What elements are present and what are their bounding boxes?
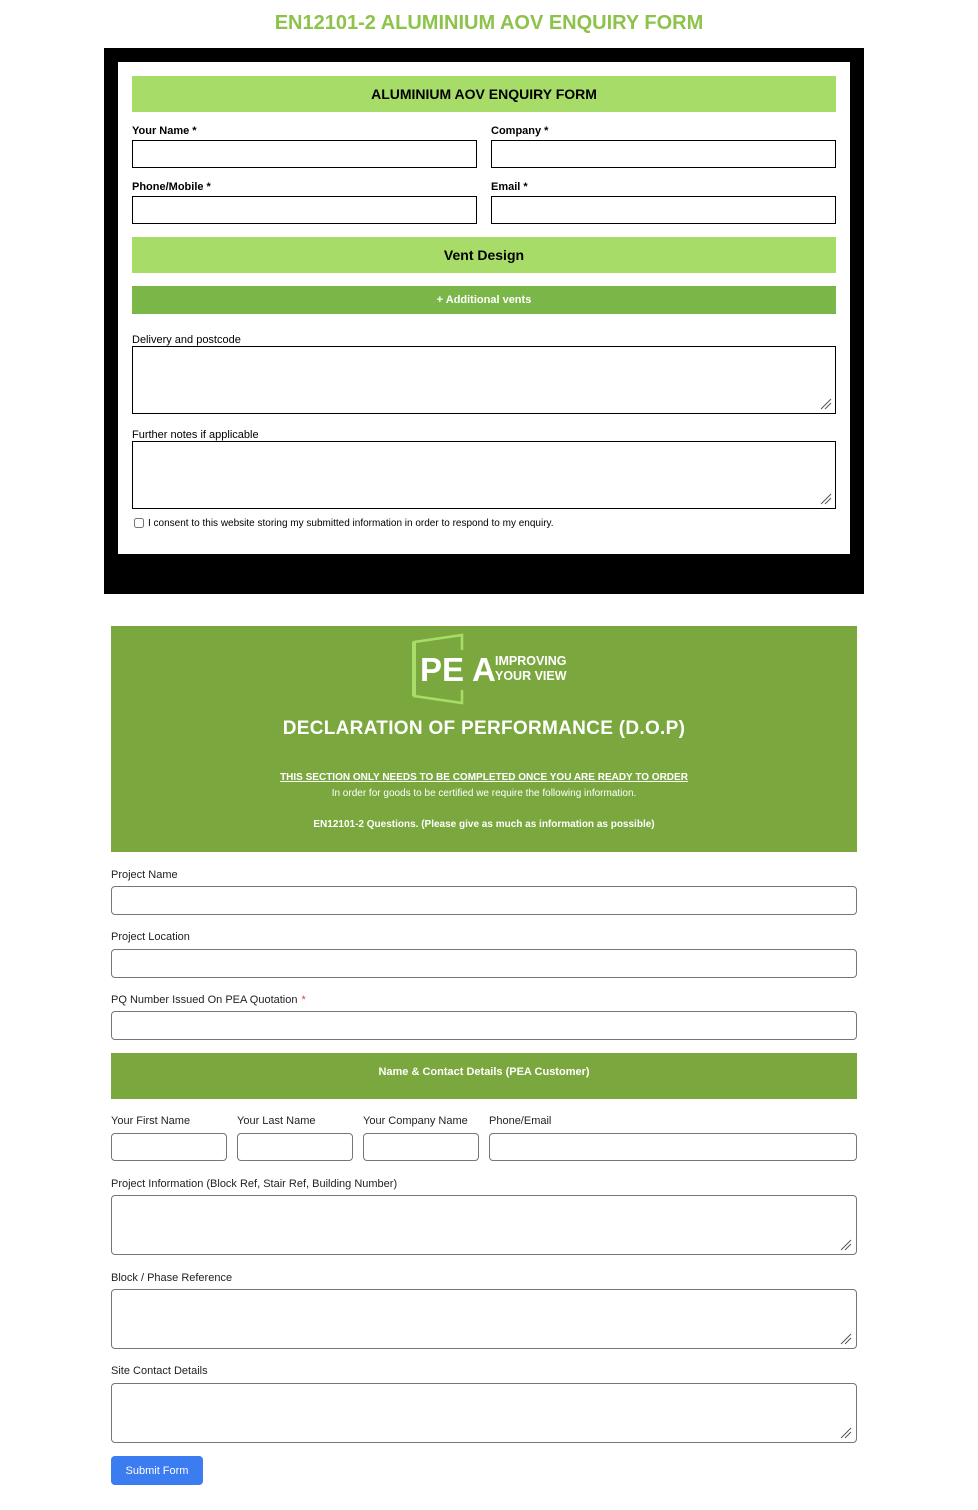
pea-logo: [412, 634, 567, 704]
project-information-textarea[interactable]: [111, 1195, 857, 1255]
delivery-postcode-textarea[interactable]: [132, 346, 836, 414]
dop-banner: [111, 626, 857, 852]
last-name-label: Your Last Name: [237, 1115, 316, 1127]
email-label: Email *: [491, 181, 528, 193]
submit-form-button[interactable]: Submit Form: [111, 1456, 203, 1485]
project-name-label: Project Name: [111, 869, 178, 881]
additional-vents-button[interactable]: + Additional vents: [132, 286, 836, 314]
project-location-input[interactable]: [111, 949, 857, 978]
project-name-input[interactable]: [111, 886, 857, 915]
company-name-label: Your Company Name: [363, 1115, 468, 1127]
project-information-label: Project Information (Block Ref, Stair Ref, Building Number): [111, 1178, 398, 1190]
pq-number-label: [111, 994, 306, 1006]
block-phase-textarea[interactable]: [111, 1289, 857, 1349]
site-contact-label: Site Contact Details: [111, 1365, 208, 1377]
company-label: Company *: [491, 125, 549, 137]
first-name-label: Your First Name: [111, 1115, 191, 1127]
contact-details-section: Name & Contact Details (PEA Customer): [111, 1053, 857, 1099]
dop-notice: THIS SECTION ONLY NEEDS TO BE COMPLETED ONCE YOU ARE READY TO ORDER: [280, 772, 688, 783]
your-name-label: Your Name *: [132, 125, 197, 137]
further-notes-label: Further notes if applicable: [132, 429, 259, 441]
phone-email-label: Phone/Email: [489, 1115, 552, 1127]
email-input[interactable]: [491, 196, 836, 224]
form-header: ALUMINIUM AOV ENQUIRY FORM: [132, 76, 836, 112]
project-location-label: Project Location: [111, 931, 190, 943]
company-name-input[interactable]: [363, 1133, 479, 1161]
enquiry-form: [118, 62, 850, 554]
block-phase-label: Block / Phase Reference: [111, 1272, 233, 1284]
consent-checkbox[interactable]: [134, 518, 144, 528]
required-asterisk: *: [301, 994, 306, 1006]
dop-title: DECLARATION OF PERFORMANCE (D.O.P): [282, 718, 686, 739]
phone-mobile-input[interactable]: [132, 196, 477, 224]
site-contact-textarea[interactable]: [111, 1383, 857, 1443]
dop-questions-heading: EN12101-2 Questions. (Please give as much as information as possible): [313, 819, 655, 830]
last-name-input[interactable]: [237, 1133, 353, 1161]
logo-tagline-2: YOUR VIEW: [495, 669, 567, 683]
vent-design-section: Vent Design: [132, 237, 836, 273]
your-name-input[interactable]: [132, 140, 477, 168]
dop-info: In order for goods to be certified we require the following information.: [331, 788, 637, 799]
pq-number-input[interactable]: [111, 1011, 857, 1040]
further-notes-textarea[interactable]: [132, 441, 836, 509]
delivery-postcode-label: Delivery and postcode: [132, 334, 241, 346]
company-input[interactable]: [491, 140, 836, 168]
first-name-input[interactable]: [111, 1133, 227, 1161]
phone-email-input[interactable]: [489, 1133, 857, 1161]
enquiry-form-frame: [104, 48, 864, 594]
phone-mobile-label: Phone/Mobile *: [132, 181, 211, 193]
consent-text: I consent to this website storing my submitted information in order to respond to my enquiry.: [148, 518, 554, 529]
logo-tagline-1: IMPROVING: [495, 654, 567, 668]
page-title: EN12101-2 ALUMINIUM AOV ENQUIRY FORM: [274, 12, 704, 34]
logo-letters: PE A: [420, 651, 496, 688]
pq-number-label-text: PQ Number Issued On PEA Quotation: [111, 994, 298, 1006]
